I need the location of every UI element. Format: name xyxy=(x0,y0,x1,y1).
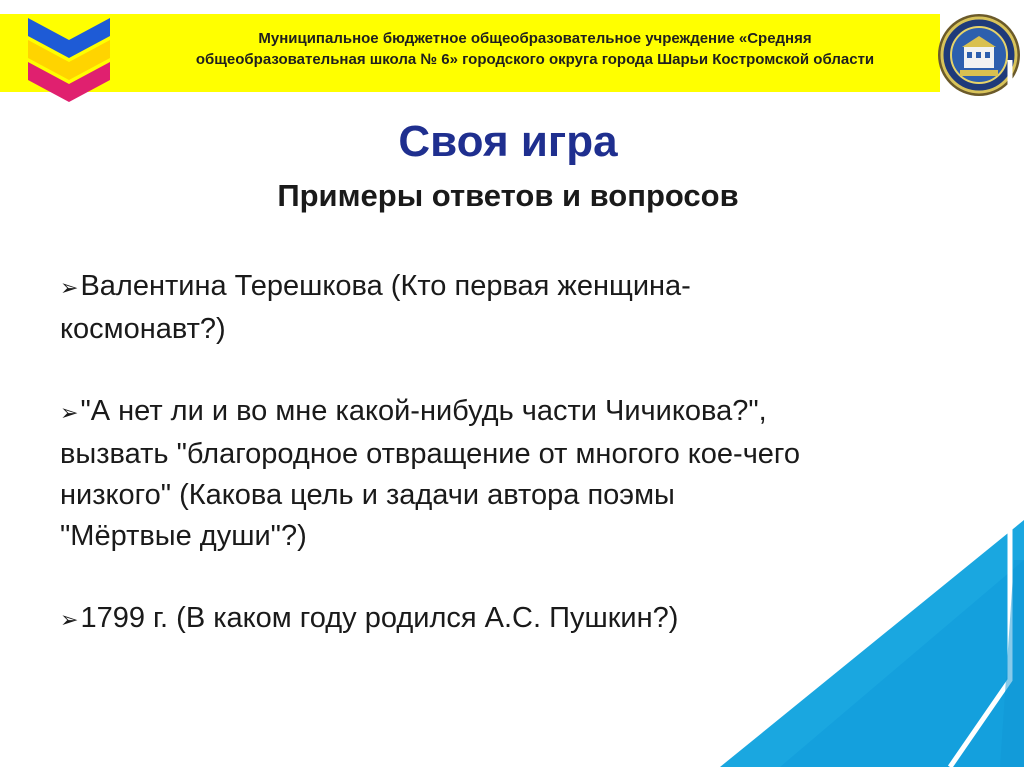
item-line xyxy=(60,598,960,641)
list-item xyxy=(60,598,960,641)
item-line xyxy=(60,391,960,434)
item-line xyxy=(60,266,960,309)
item-line: "Мёртвые души"?) xyxy=(60,520,307,552)
arrow-bullet-icon: ➢ xyxy=(60,608,79,633)
slide-title: Своя игра xyxy=(398,117,618,166)
tricolor-chevron-logo-icon xyxy=(28,18,110,104)
arrow-bullet-icon: ➢ xyxy=(60,401,79,426)
list-item xyxy=(60,391,960,557)
school-name-header xyxy=(140,28,930,70)
header-line-1: Муниципальное бюджетное общеобразовательное учреждение «Средняя xyxy=(258,30,812,47)
list-item xyxy=(60,266,960,350)
item-line: вызвать "благородное отвращение от многого кое-чего xyxy=(60,438,800,470)
item-line: низкого" (Какова цель и задачи автора поэмы xyxy=(60,479,675,511)
header-line-2: общеобразовательная школа № 6» городского округа города Шарьи Костромской области xyxy=(195,51,875,68)
slide-subtitle: Примеры ответов и вопросов xyxy=(277,178,739,213)
item-text: 1799 г. (В каком году родился А.С. Пушкин?) xyxy=(80,602,679,634)
arrow-bullet-icon: ➢ xyxy=(60,276,79,301)
answers-questions-list xyxy=(60,266,960,682)
school-emblem-icon xyxy=(936,12,1022,98)
item-line: космонавт?) xyxy=(60,313,226,345)
item-text: "А нет ли и во мне какой-нибудь части Чичикова?", xyxy=(80,395,767,427)
item-text: Валентина Терешкова (Кто первая женщина- xyxy=(80,270,691,302)
